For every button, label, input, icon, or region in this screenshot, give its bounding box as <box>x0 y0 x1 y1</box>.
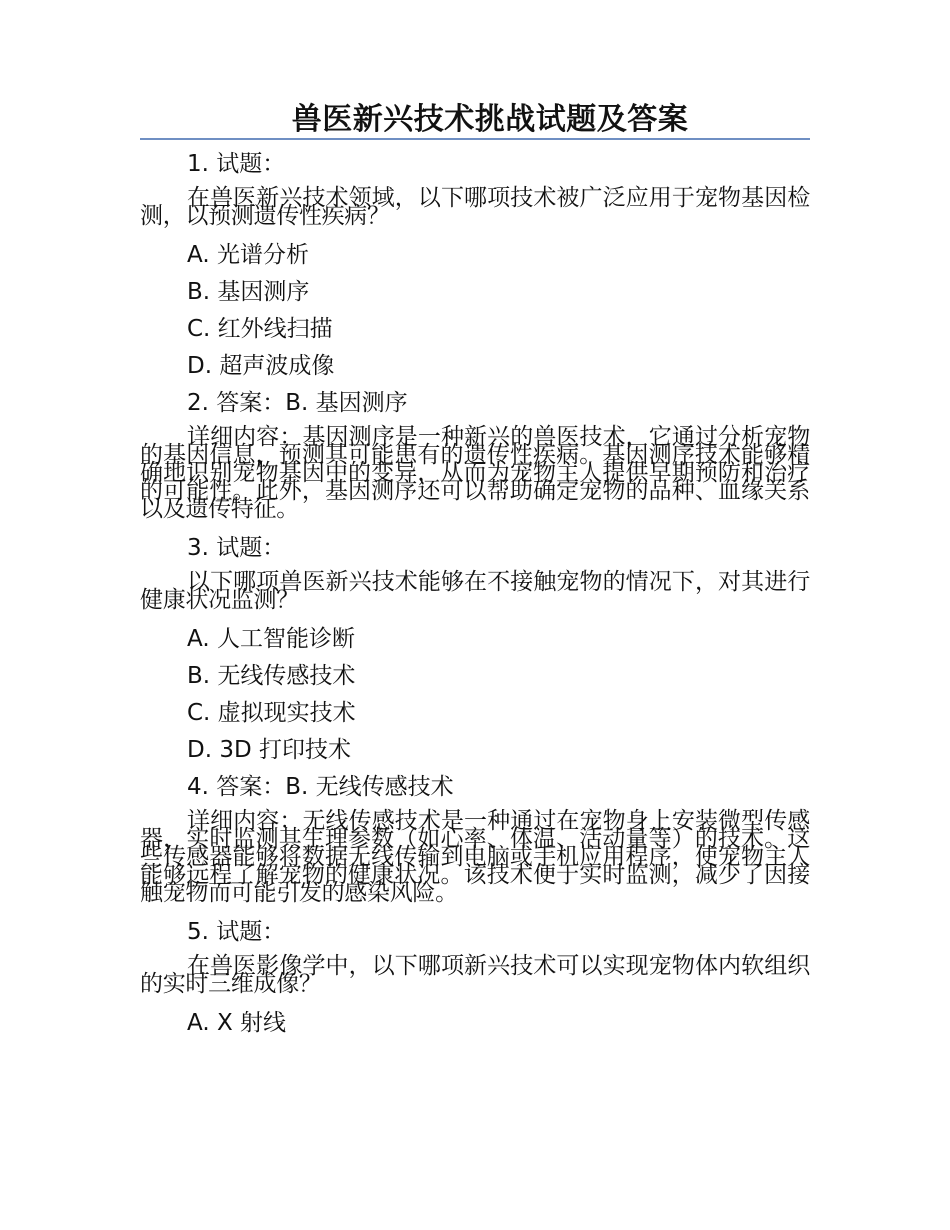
question-3-option-d: D. 3D 打印技术 <box>187 737 351 763</box>
question-1-option-a: A. 光谱分析 <box>187 242 309 268</box>
answer-2-heading: 2. 答案：B. 基因测序 <box>187 390 408 416</box>
question-3-option-a: A. 人工智能诊断 <box>187 626 355 652</box>
question-3-option-c: C. 虚拟现实技术 <box>187 700 356 726</box>
question-1-option-b: B. 基因测序 <box>187 279 310 305</box>
question-1-option-c: C. 红外线扫描 <box>187 316 333 342</box>
question-3-option-b: B. 无线传感技术 <box>187 663 356 689</box>
question-1-option-d: D. 超声波成像 <box>187 353 335 379</box>
question-3-text: 以下哪项兽医新兴技术能够在不接触宠物的情况下，对其进行健康状况监测？ <box>140 569 810 613</box>
answer-2-detail: 详细内容：基因测序是一种新兴的兽医技术，它通过分析宠物的基因信息，预测其可能患有的遗传性疾病。基因测序技术能够精确地识别宠物基因中的变异，从而为宠物主人提供早期预防和治疗的可能性。此外，基因测序还可以帮助确定宠物的品种、血缘关系以及遗传特征。 <box>140 424 810 522</box>
question-5-heading: 5. 试题： <box>187 919 286 945</box>
question-5-option-a: A. X 射线 <box>187 1010 287 1036</box>
question-5-text: 在兽医影像学中，以下哪项新兴技术可以实现宠物体内软组织的实时三维成像？ <box>140 953 810 997</box>
question-3-heading: 3. 试题： <box>187 535 286 561</box>
document-title: 兽医新兴技术挑战试题及答案 <box>291 102 689 137</box>
question-1-heading: 1. 试题： <box>187 151 286 177</box>
answer-4-detail: 详细内容：无线传感技术是一种通过在宠物身上安装微型传感器，实时监测其生理参数（如心率、体温、活动量等）的技术。这些传感器能够将数据无线传输到电脑或手机应用程序，使宠物主人能够远程了解宠物的健康状况。该技术便于实时监测，减少了因接触宠物而可能引发的感染风险。 <box>140 808 810 906</box>
question-1-text: 在兽医新兴技术领域，以下哪项技术被广泛应用于宠物基因检测，以预测遗传性疾病？ <box>140 185 810 229</box>
document-page <box>140 100 810 1048</box>
answer-4-heading: 4. 答案：B. 无线传感技术 <box>187 774 454 800</box>
